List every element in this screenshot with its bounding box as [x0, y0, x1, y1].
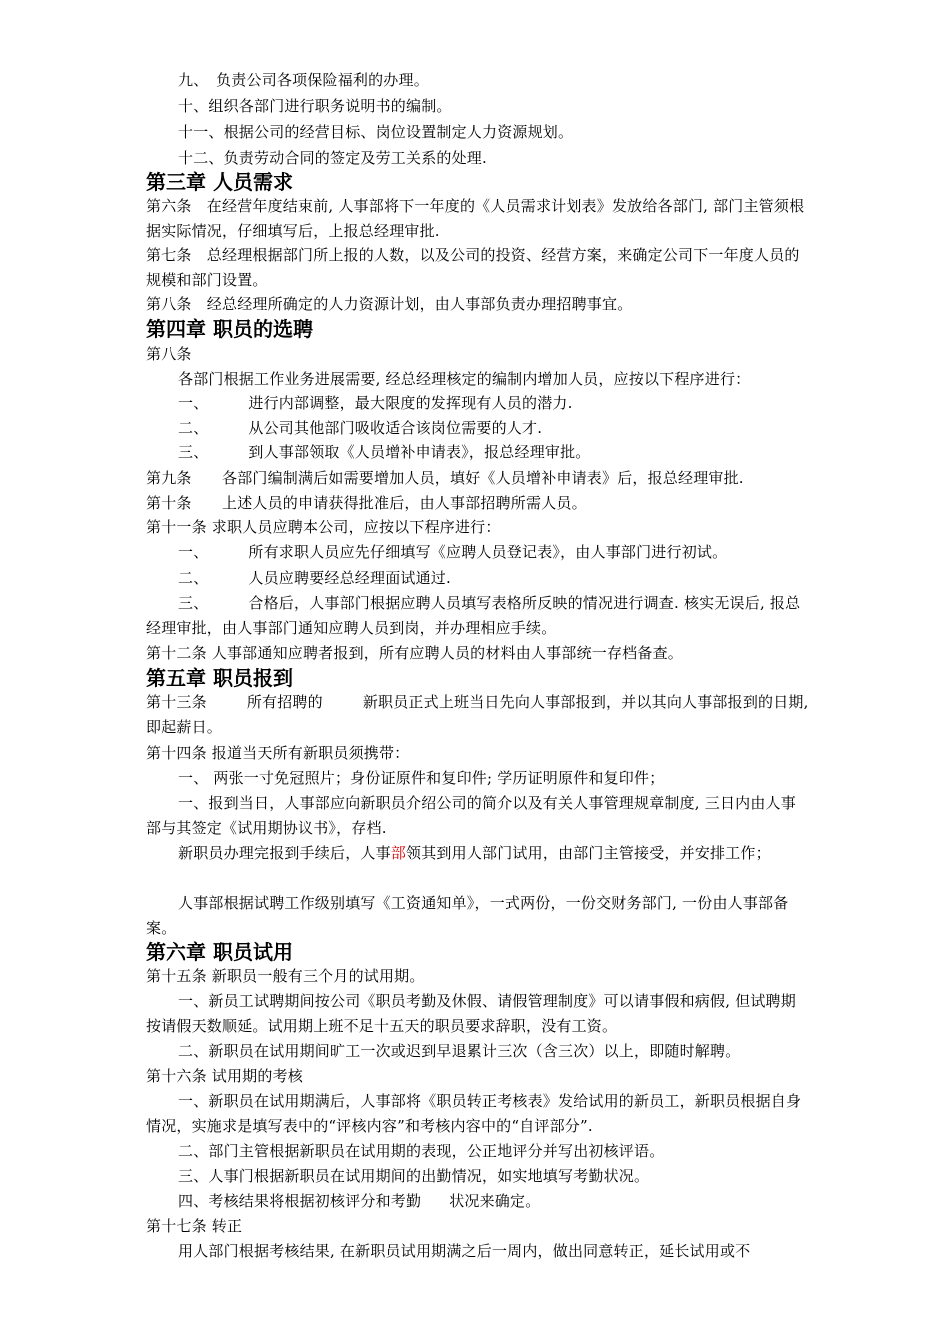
article-16-paragraph: 二、部门主管根据新职员在试用期的表现，公正地评分并写出初核评语。 [178, 1142, 665, 1160]
article-8: 第八条 经总经理所确定的人力资源计划，由人事部负责办理招聘事宜。 [146, 295, 633, 313]
duty-item-12: 十二、负责劳动合同的签定及劳工关系的处理. [178, 149, 487, 167]
chapter-3-heading: 第三章 人员需求 [146, 170, 293, 194]
article-13: 第十三条 所有招聘的 新职员正式上班当日先向人事部报到，并以其向人事部报到的日期, 即起薪日。 [146, 693, 809, 736]
step-text: 人员应聘要经总经理面试通过. [248, 569, 451, 587]
article-9: 第九条 各部门编制满后如需要增加人员，填好《人员增补申请表》后，报总经理审批. [146, 469, 744, 487]
article-14: 第十四条 报道当天所有新职员须携带： [146, 744, 410, 762]
article-14-paragraph: 一、报到当日，人事部应向新职员介绍公司的简介以及有关人事管理规章制度, 三日内由人事部与其签定《试用期协议书》，存档. [146, 794, 796, 837]
step-number: 一、 [178, 543, 209, 561]
article-17: 第十七条 转正 [146, 1217, 243, 1235]
article-14-item: 一、 两张一寸免冠照片；身份证原件和复印件; 学历证明原件和复印件； [178, 769, 665, 787]
article-16-paragraph: 一、新职员在试用期满后，人事部将《职员转正考核表》发给试用的新员工，新职员根据自身情况，实施求是填写表中的“评核内容”和考核内容中的“自评部分”. [146, 1092, 802, 1135]
procedure-step [178, 540, 810, 565]
procedure-step [178, 391, 810, 416]
step-number: 二、 [178, 569, 209, 587]
chapter-5-heading: 第五章 职员报到 [146, 666, 293, 690]
article-8-body: 各部门根据工作业务进展需要, 经总经理核定的编制内增加人员，应按以下程序进行： [178, 370, 751, 388]
procedure-step [146, 591, 810, 641]
article-15: 第十五条 新职员一般有三个月的试用期。 [146, 967, 425, 985]
article-7: 第七条 总经理根据部门所上报的人数，以及公司的投资、经营方案，来确定公司下一年度人员的规模和部门设置。 [146, 246, 800, 289]
article-17-paragraph: 用人部门根据考核结果, 在新职员试用期满之后一周内，做出同意转正，延长试用或不 [178, 1242, 751, 1260]
step-number: 二、 [178, 419, 209, 437]
step-text: 进行内部调整，最大限度的发挥现有人员的潜力. [248, 394, 573, 412]
procedure-step [178, 416, 810, 441]
duty-item-9: 九、 负责公司各项保险福利的办理。 [178, 71, 429, 89]
step-text: 从公司其他部门吸收适合该岗位需要的人才. [248, 419, 543, 437]
article-16-paragraph: 三、人事门根据新职员在试用期间的出勤情况，如实地填写考勤状况。 [178, 1167, 650, 1185]
step-number: 三、 [178, 443, 209, 461]
article-14-paragraph: 人事部根据试聘工作级别填写《工资通知单》，一式两份，一份交财务部门, 一份由人事部备案。 [146, 894, 789, 937]
procedure-step [178, 566, 810, 591]
procedure-step [178, 440, 810, 465]
article-10: 第十条 上述人员的申请获得批准后，由人事部招聘所需人员。 [146, 494, 587, 512]
step-number: 一、 [178, 394, 209, 412]
highlighted-char: 部 [390, 844, 407, 862]
article-16-paragraph: 四、考核结果将根据初核评分和考勤 状况来确定。 [178, 1192, 541, 1210]
article-8-label: 第八条 [146, 345, 192, 363]
article-15-paragraph: 一、新员工试聘期间按公司《职员考勤及休假、请假管理制度》可以请事假和病假, 但试聘期按请假天数顺延。试用期上班不足十五天的职员要求辞职，没有工资。 [146, 992, 796, 1035]
step-number: 三、 [178, 594, 209, 612]
chapter-6-heading: 第六章 职员试用 [146, 940, 293, 964]
step-text: 合格后，人事部门根据应聘人员填写表格所反映的情况进行调查. 核实无误后, 报总经理审批，由人事部门通知应聘人员到岗，并办理相应手续。 [146, 594, 801, 637]
article-15-paragraph: 二、新职员在试用期间旷工一次或迟到早退累计三次（含三次）以上，即随时解聘。 [178, 1042, 741, 1060]
article-6: 第六条 在经营年度结束前, 人事部将下一年度的《人员需求计划表》发放给各部门, 部门主管须根据实际情况，仔细填写后，上报总经理审批. [146, 197, 805, 240]
article-11: 第十一条 求职人员应聘本公司，应按以下程序进行： [146, 518, 501, 536]
article-14-paragraph: 新职员办理完报到手续后，人事部领其到用人部门试用，由部门主管接受，并安排工作； [178, 844, 771, 862]
article-12: 第十二条 人事部通知应聘者报到，所有应聘人员的材料由人事部统一存档备查。 [146, 644, 683, 662]
duty-item-10: 十、组织各部门进行职务说明书的编制。 [178, 97, 452, 115]
article-16: 第十六条 试用期的考核 [146, 1067, 303, 1085]
step-text: 到人事部领取《人员增补申请表》，报总经理审批。 [248, 443, 591, 461]
duty-item-11: 十一、根据公司的经营目标、岗位设置制定人力资源规划。 [178, 123, 574, 141]
step-text: 所有求职人员应先仔细填写《应聘人员登记表》，由人事部门进行初试。 [248, 543, 728, 561]
chapter-4-heading: 第四章 职员的选聘 [146, 317, 313, 341]
